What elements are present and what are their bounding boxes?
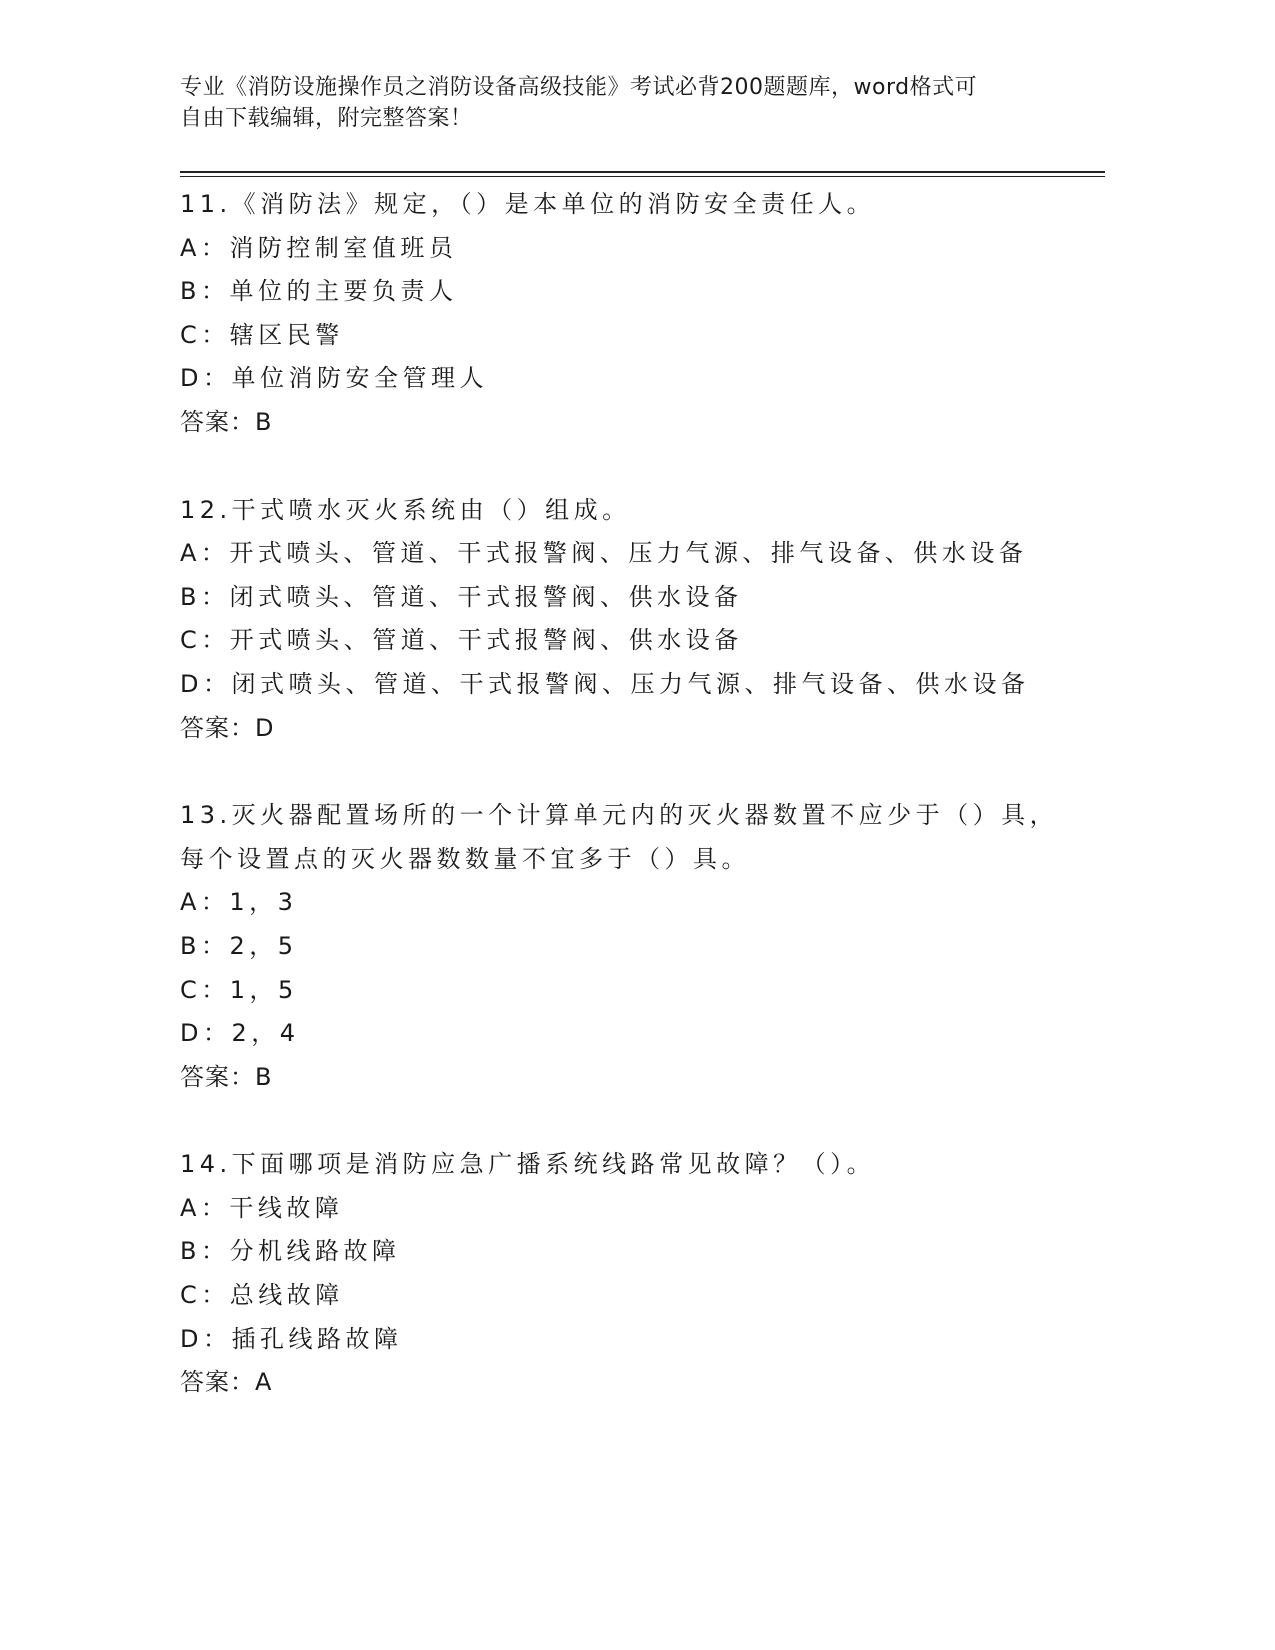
option-c: C：辖区民警 <box>180 320 344 349</box>
question-11 <box>180 183 1080 445</box>
option-b: B：分机线路故障 <box>180 1237 401 1266</box>
option-c: C：开式喷头、管道、干式报警阀、供水设备 <box>180 626 743 655</box>
question-list <box>180 183 1080 1449</box>
option-b: B：闭式喷头、管道、干式报警阀、供水设备 <box>180 582 743 611</box>
option-c: C：总线故障 <box>180 1281 344 1310</box>
option-a: A：开式喷头、管道、干式报警阀、压力气源、排气设备、供水设备 <box>180 539 1028 568</box>
header-line-2: 自由下载编辑，附完整答案！ <box>180 106 473 131</box>
option-d: D：插孔线路故障 <box>180 1324 403 1353</box>
answer-label: 答案：A <box>180 1368 273 1397</box>
answer-label: 答案：D <box>180 713 275 742</box>
question-text: 12.干式喷水灭火系统由（）组成。 <box>180 495 631 524</box>
question-text: 11.《消防法》规定，（）是本单位的消防安全责任人。 <box>180 190 876 218</box>
header-divider-thin <box>180 176 1105 177</box>
header-line-1: 专业《消防设施操作员之消防设备高级技能》考试必背200题题库，word格式可 <box>180 75 978 100</box>
option-d: D：闭式喷头、管道、干式报警阀、压力气源、排气设备、供水设备 <box>180 669 1030 698</box>
option-a: A：1，3 <box>180 888 298 917</box>
option-d: D：单位消防安全管理人 <box>180 364 488 393</box>
option-a: A：消防控制室值班员 <box>180 233 458 262</box>
option-a: A：干线故障 <box>180 1193 344 1222</box>
question-12 <box>180 489 1080 751</box>
question-text: 14.下面哪项是消防应急广播系统线路常见故障？（）。 <box>180 1150 876 1179</box>
question-13 <box>180 794 1080 1099</box>
answer-label: 答案：B <box>180 1062 273 1091</box>
option-b: B：2，5 <box>180 931 298 960</box>
option-d: D：2，4 <box>180 1019 300 1048</box>
question-text: 13.灭火器配置场所的一个计算单元内的灭火器数置不应少于（）具， <box>180 801 1059 830</box>
answer-label: 答案：B <box>180 407 273 436</box>
question-14 <box>180 1143 1080 1405</box>
option-b: B：单位的主要负责人 <box>180 277 458 306</box>
document-header <box>180 72 1040 134</box>
option-c: C：1，5 <box>180 975 298 1004</box>
question-text-continued: 每个设置点的灭火器数数量不宜多于（）具。 <box>180 844 750 873</box>
header-divider-thick <box>180 171 1105 173</box>
